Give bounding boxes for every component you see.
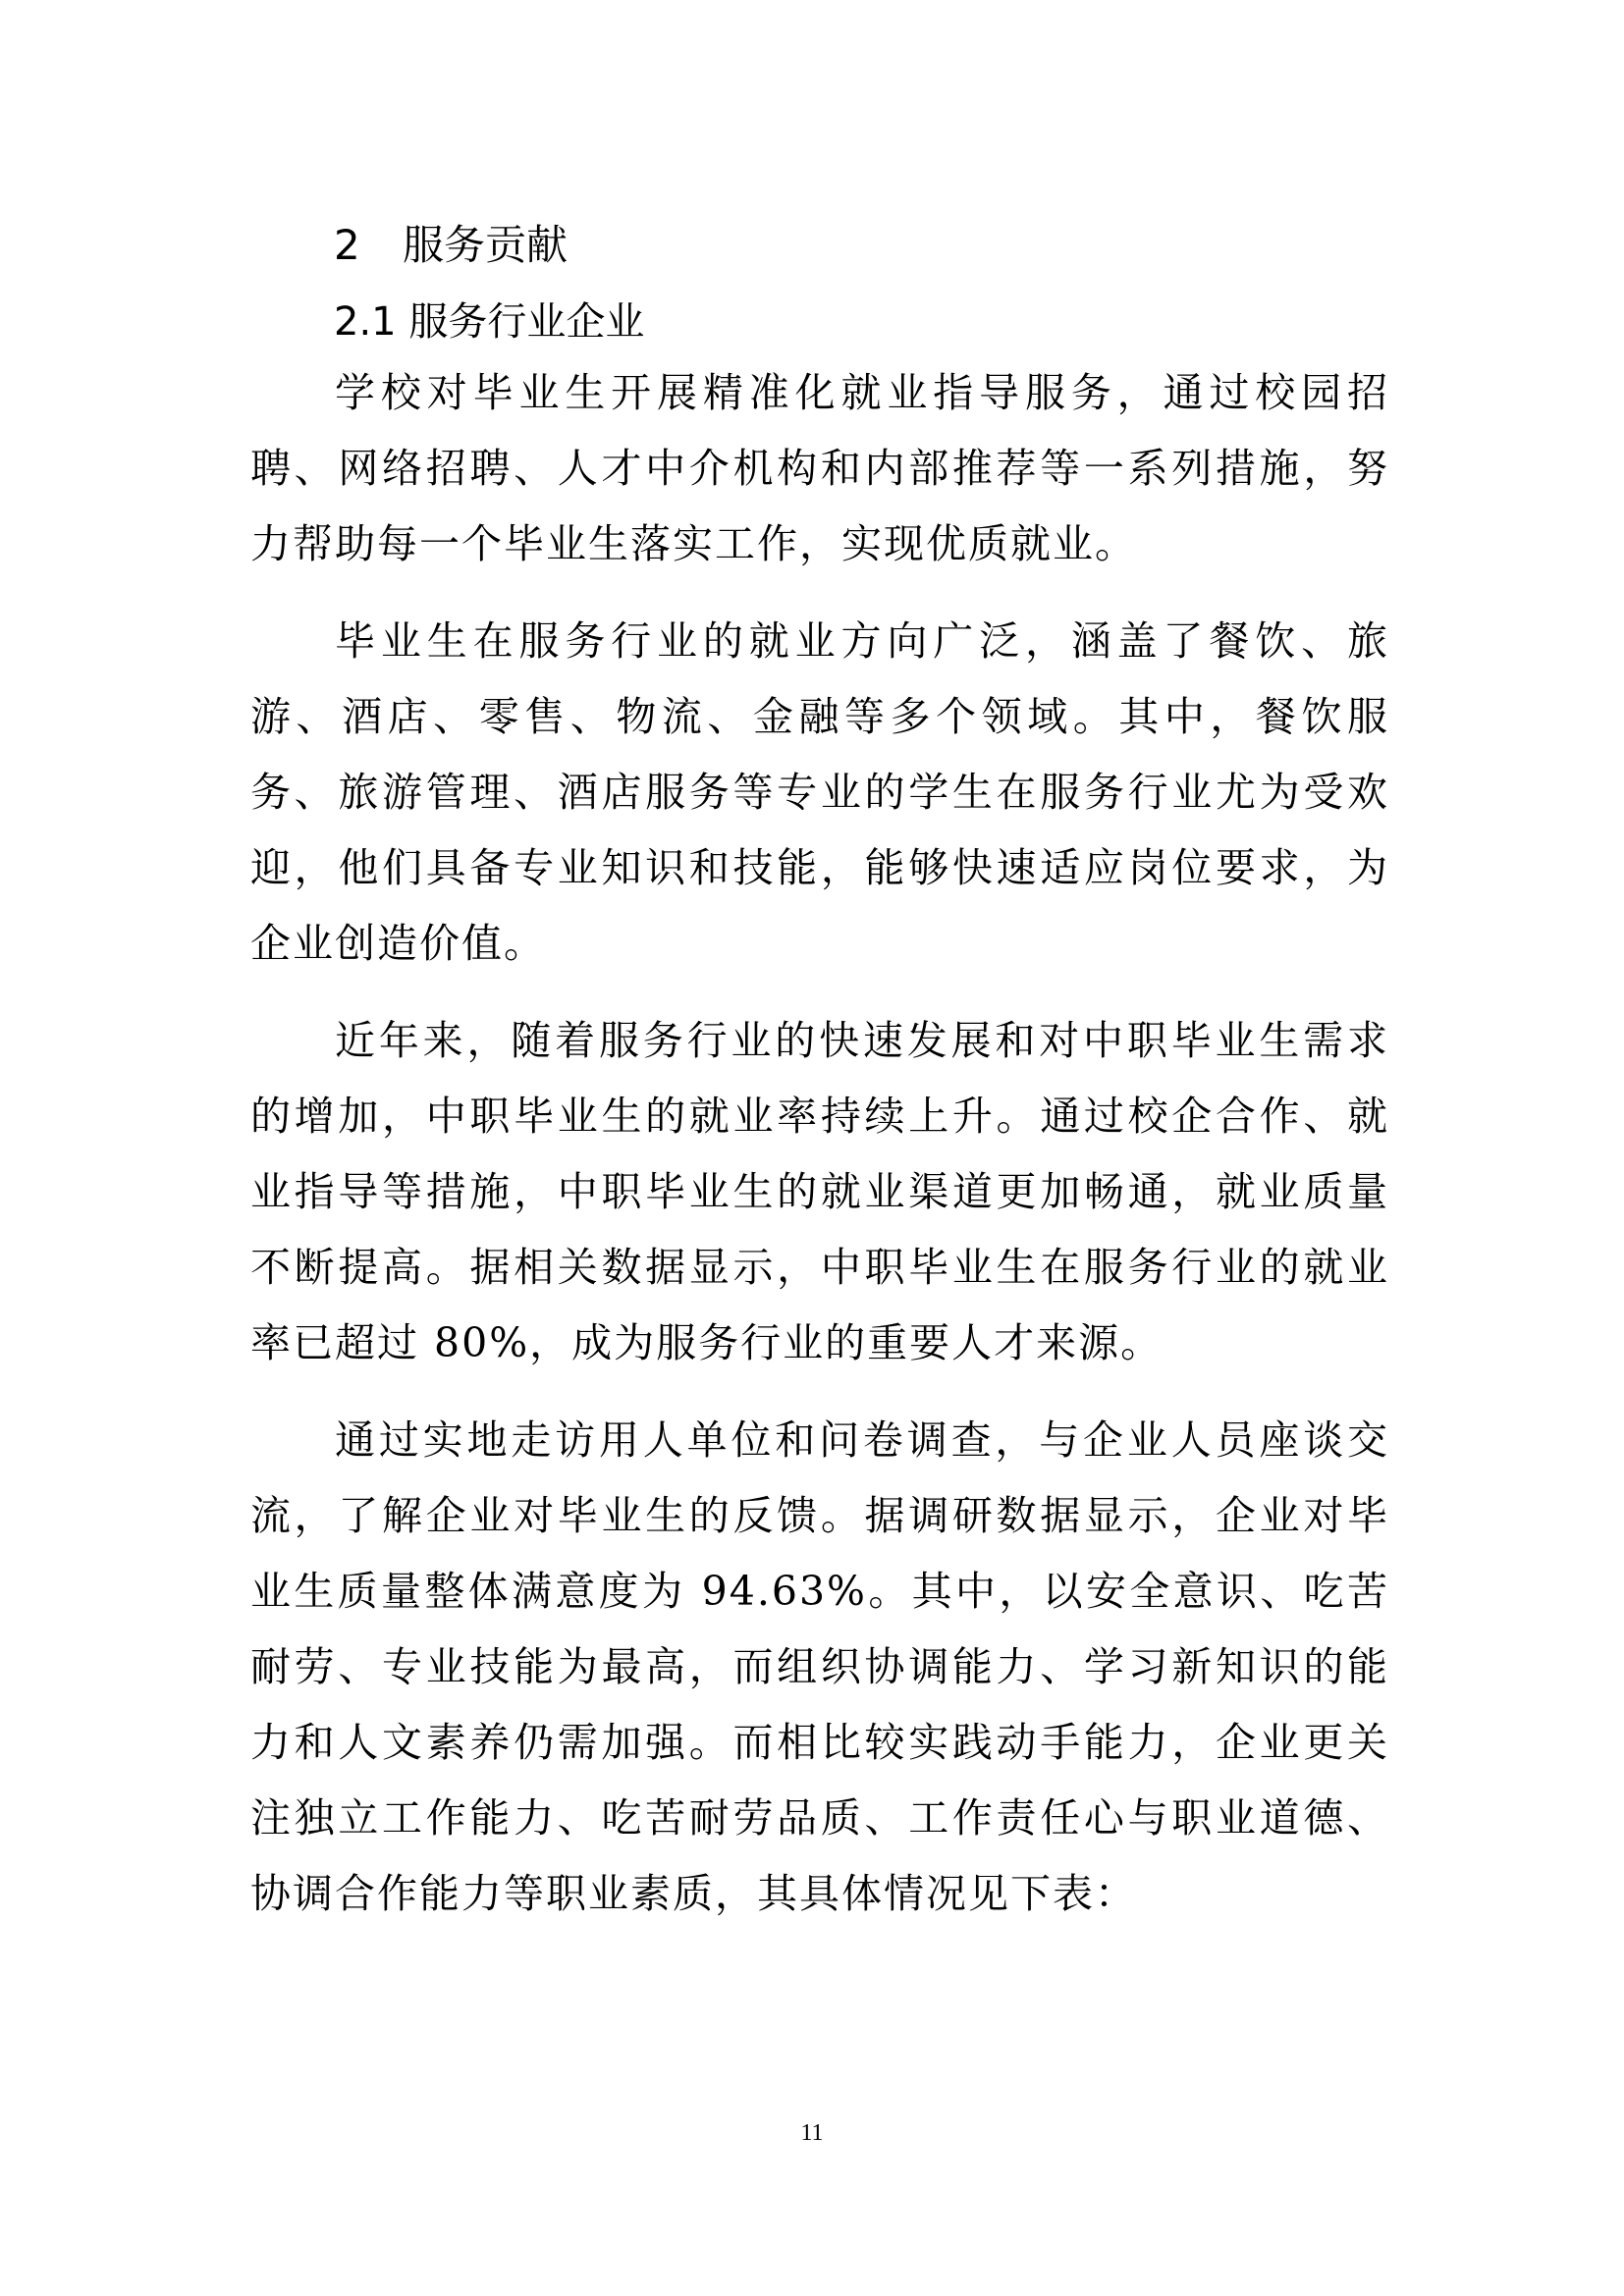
page-number: 11 — [800, 2120, 824, 2146]
body-text — [250, 355, 1389, 1953]
paragraph-1: 学校对毕业生开展精准化就业指导服务，通过校园招聘、网络招聘、人才中介机构和内部推荐等一系列措施，努力帮助每一个毕业生落实工作，实现优质就业。 — [250, 369, 1389, 567]
section-title: 服务贡献 — [403, 221, 568, 269]
subsection-heading: 2.1 服务行业企业 — [334, 299, 645, 345]
paragraph-4: 通过实地走访用人单位和问卷调查，与企业人员座谈交流，了解企业对毕业生的反馈。据调研数据显示，企业对毕业生质量整体满意度为 94.63%。其中，以安全意识、吃苦耐劳、专业技能为最高，而组织协调能力、学习新知识的能力和人文素养仍需加强。而相比较实践动手能力，企业更关注独立工作能力、吃苦耐劳品质、工作责任心与职业道德、协调合作能力等职业素质，其具体情况见下表： — [250, 1416, 1389, 1917]
paragraph-2: 毕业生在服务行业的就业方向广泛，涵盖了餐饮、旅游、酒店、零售、物流、金融等多个领域。其中，餐饮服务、旅游管理、酒店服务等专业的学生在服务行业尤为受欢迎，他们具备专业知识和技能，能够快速适应岗位要求，为企业创造价值。 — [250, 617, 1389, 967]
section-heading — [334, 216, 568, 275]
paragraph-3: 近年来，随着服务行业的快速发展和对中职毕业生需求的增加，中职毕业生的就业率持续上升。通过校企合作、就业指导等措施，中职毕业生的就业渠道更加畅通，就业质量不断提高。据相关数据显示，中职毕业生在服务行业的就业率已超过 80%，成为服务行业的重要人才来源。 — [250, 1017, 1389, 1366]
section-number: 2 — [334, 221, 360, 269]
